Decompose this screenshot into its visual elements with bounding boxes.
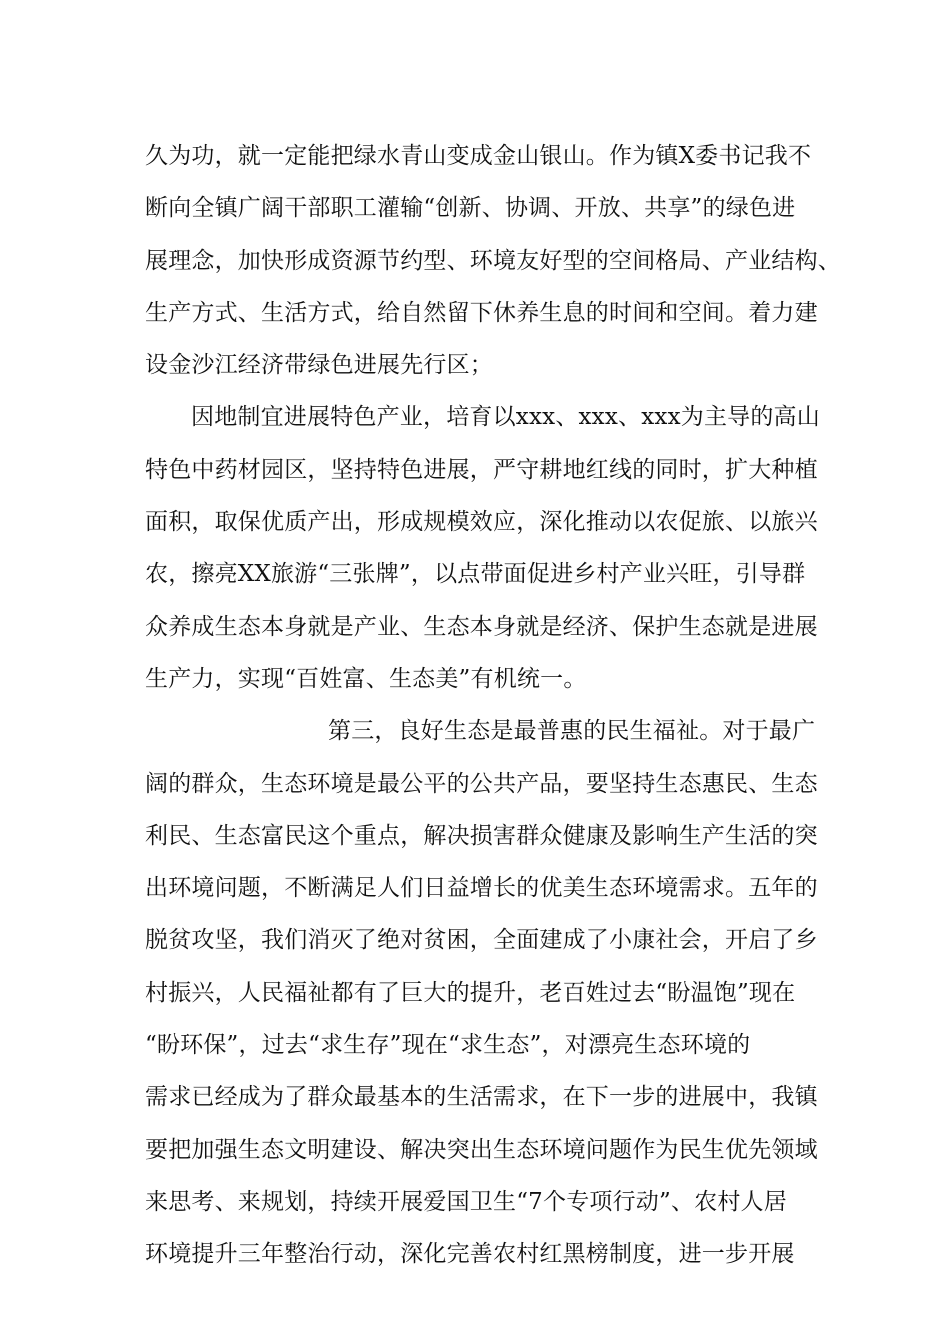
text-line: 利民、生态富民这个重点，解决损害群众健康及影响生产生活的突 — [145, 822, 818, 849]
text-line: 来思考、来规划，持续开展爱国卫生“7个专项行动”、农村人居 — [145, 1188, 787, 1215]
text-line: 需求已经成为了群众最基本的生活需求，在下一步的进展中，我镇 — [145, 1084, 818, 1111]
text-line: 脱贫攻坚，我们消灭了绝对贫困，全面建成了小康社会，开启了乡 — [145, 927, 818, 954]
text-line: 阔的群众，生态环境是最公平的公共产品，要坚持生态惠民、生态 — [145, 770, 818, 797]
text-line: 面积，取保优质产出，形成规模效应，深化推动以农促旅、以旅兴 — [145, 509, 818, 536]
text-line: 出环境问题，不断满足人们日益增长的优美生态环境需求。五年的 — [145, 875, 818, 902]
text-line: 农，擦亮XX旅游“三张牌”，以点带面促进乡村产业兴旺，引导群 — [145, 561, 806, 588]
text-line: 断向全镇广阔干部职工灌输“创新、协调、开放、共享”的绿色进 — [145, 195, 796, 222]
text-line: “盼环保”，过去“求生存”现在“求生态”，对漂亮生态环境的 — [145, 1032, 751, 1059]
text-line: 众养成生态本身就是产业、生态本身就是经济、保护生态就是进展 — [145, 613, 818, 640]
body-text — [145, 130, 841, 1281]
text-line: 生产力，实现“百姓富、生态美”有机统一。 — [145, 665, 587, 692]
text-line: 久为功，就一定能把绿水青山变成金山银山。作为镇X委书记我不 — [145, 143, 812, 169]
text-line: 生产方式、生活方式，给自然留下休养生息的时间和空间。着力建 — [145, 299, 818, 326]
text-line: 特色中药材园区，坚持特色进展，严守耕地红线的同时，扩大种植 — [145, 456, 818, 483]
section-heading-line: 第三，良好生态是最普惠的民生福祉。对于最广 — [328, 718, 816, 745]
paragraph-start-line: 因地制宜进展特色产业，培育以xxx、xxx、xxx为主导的高山 — [191, 404, 820, 431]
text-line: 展理念，加快形成资源节约型、环境友好型的空间格局、产业结构、 — [145, 247, 841, 274]
text-line: 设金沙江经济带绿色进展先行区； — [145, 352, 493, 379]
text-line: 环境提升三年整治行动，深化完善农村红黑榜制度，进一步开展 — [145, 1241, 795, 1268]
text-line: 要把加强生态文明建设、解决突出生态环境问题作为民生优先领域 — [145, 1136, 818, 1163]
text-line: 村振兴，人民福祉都有了巨大的提升，老百姓过去“盼温饱”现在 — [145, 979, 796, 1006]
